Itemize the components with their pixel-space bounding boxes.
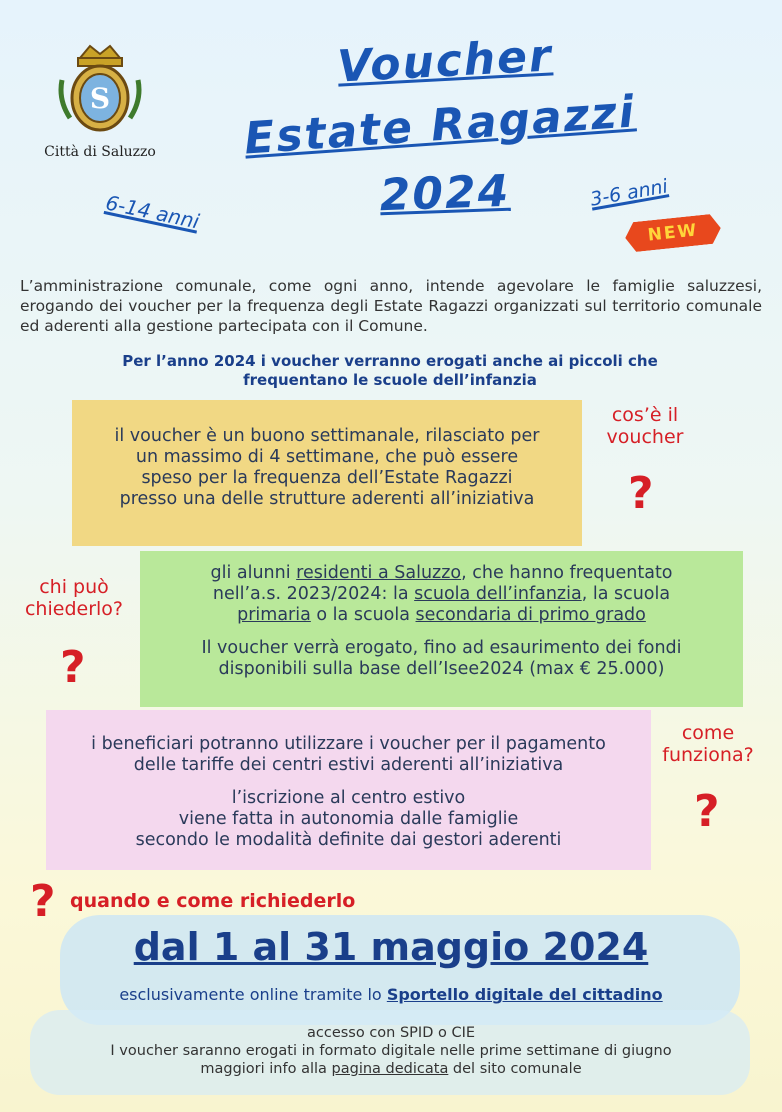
title-estate-ragazzi: Estate Ragazzi [242, 86, 638, 165]
label-come-funziona [652, 722, 764, 766]
footer-line: accesso con SPID o CIE [306, 1025, 476, 1041]
online-info [0, 985, 782, 1004]
link-scuola-infanzia: scuola dell’infanzia [414, 584, 582, 604]
city-name: Città di Saluzzo [44, 144, 156, 160]
link-primaria: primaria [237, 605, 311, 625]
link-secondaria: secondaria di primo grado [415, 605, 646, 625]
new-badge [624, 213, 723, 253]
online-prefix: esclusivamente online tramite lo [119, 985, 387, 1004]
label-line: come [681, 722, 735, 744]
age-range-6-14: 6-14 anni [103, 190, 202, 234]
question-mark-icon: ? [30, 876, 56, 927]
box-line: presso una delle strutture aderenti all’iniziativa [119, 489, 535, 509]
title-year: 2024 [378, 165, 512, 222]
label-line: chiederlo? [24, 598, 123, 620]
who-can-apply-box [140, 551, 743, 707]
new-badge-label: NEW [646, 220, 700, 246]
box-line: nell’a.s. 2023/2024: la scuola dell’infanzia, la scuola [212, 584, 671, 604]
application-period: dal 1 al 31 maggio 2024 [133, 925, 649, 969]
footer-line: maggiori info alla pagina dedicata del sito comunale [200, 1061, 582, 1077]
city-crest-icon [50, 40, 150, 140]
age-range-3-6: 3-6 anni [588, 175, 670, 211]
label-line: funziona? [662, 744, 754, 766]
box-line: l’iscrizione al centro estivo [231, 788, 466, 808]
footer-line: I voucher saranno erogati in formato digitale nelle prime settimane di giugno [110, 1043, 672, 1059]
label-line: cos’è il [611, 404, 679, 426]
footer-info [0, 1024, 782, 1078]
box-line: un massimo di 4 settimane, che può essere [135, 447, 519, 467]
link-residenti: residenti a Saluzzo [296, 563, 462, 583]
box-line: speso per la frequenza dell’Estate Ragazzi [141, 468, 513, 488]
box-line: secondo le modalità definite dai gestori aderenti [135, 830, 562, 850]
question-mark-icon: ? [694, 786, 720, 837]
question-mark-icon: ? [60, 642, 86, 693]
box-line: disponibili sulla base dell’Isee2024 (max € 25.000) [218, 659, 665, 679]
pagina-dedicata-link[interactable]: pagina dedicata [331, 1061, 449, 1077]
box-line: i beneficiari potranno utilizzare i voucher per il pagamento [91, 734, 606, 754]
intro-paragraph: L’amministrazione comunale, come ogni anno, intende agevolare le famiglie saluzzesi, erogando dei voucher per la frequenza degli Estate Ragazzi organizzati sul territorio comunale ed aderenti alla gestione partecipata con il Comune. [20, 277, 762, 335]
what-is-voucher-box [72, 400, 582, 546]
box-line: primaria o la scuola secondaria di primo grado [237, 605, 646, 625]
label-line: voucher [606, 426, 684, 448]
sportello-digitale-link[interactable]: Sportello digitale del cittadino [386, 985, 663, 1004]
question-mark-icon: ? [628, 468, 654, 519]
highlight-line: frequentano le scuole dell’infanzia [243, 371, 537, 389]
box-line: viene fatta in autonomia dalle famiglie [178, 809, 519, 829]
box-line: Il voucher verrà erogato, fino ad esaurimento dei fondi [201, 638, 682, 658]
label-chi-puo-chiederlo [14, 576, 134, 620]
title-voucher: Voucher [336, 30, 554, 93]
how-it-works-box [46, 710, 651, 870]
svg-text:S: S [89, 82, 111, 115]
highlight-line: Per l’anno 2024 i voucher verranno erogati anche ai piccoli che [122, 352, 658, 370]
box-line: delle tariffe dei centri estivi aderenti all’iniziativa [133, 755, 564, 775]
box-line: il voucher è un buono settimanale, rilasciato per [114, 426, 540, 446]
highlight-note [80, 352, 700, 390]
label-cos-e-il-voucher [600, 404, 690, 448]
city-logo [30, 40, 170, 160]
label-line: chi può [39, 576, 109, 598]
when-how-label: quando e come richiederlo [70, 890, 356, 912]
box-line: gli alunni residenti a Saluzzo, che hanno frequentato [210, 563, 673, 583]
